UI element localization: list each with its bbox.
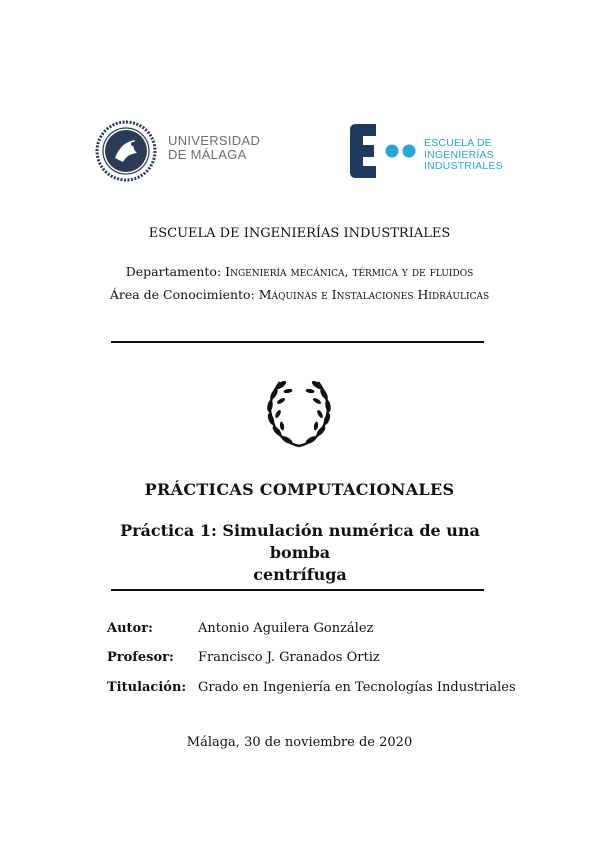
- university-line-2: DE MÁLAGA: [168, 147, 247, 162]
- author-value: Antonio Aguilera González: [198, 621, 374, 636]
- degree-label: Titulación:: [107, 680, 187, 695]
- department-value: Ingeniería mecánica, térmica y de fluidos: [225, 264, 474, 279]
- area-label: Área de Conocimiento:: [109, 287, 255, 302]
- area-value: Máquinas e Instalaciones Hidráulicas: [258, 287, 490, 302]
- school-wordmark: [424, 138, 503, 173]
- bottom-divider: [111, 589, 484, 591]
- document-title: PRÁCTICAS COMPUTACIONALES: [144, 480, 455, 499]
- top-divider: [111, 341, 484, 343]
- university-line-1: UNIVERSIDAD: [168, 133, 261, 148]
- professor-label: Profesor:: [107, 650, 174, 665]
- professor-value: Francisco J. Granados Ortiz: [198, 650, 380, 665]
- university-seal-icon: [95, 120, 157, 182]
- document-subtitle: [100, 520, 500, 586]
- degree-value: Grado en Ingeniería en Tecnologías Industriales: [198, 680, 516, 695]
- logos-row: [0, 114, 599, 184]
- department-block: [0, 260, 599, 306]
- school-logo-mark: [348, 122, 418, 180]
- laurel-wreath-icon: [258, 376, 340, 452]
- department-label: Departamento:: [125, 264, 222, 279]
- university-wordmark: [168, 134, 260, 162]
- department-line: [0, 260, 599, 283]
- author-label: Autor:: [107, 621, 153, 636]
- school-line-2: INGENIERÍAS: [424, 148, 494, 161]
- date-line: Málaga, 30 de noviembre de 2020: [186, 735, 413, 750]
- area-line: [0, 283, 599, 306]
- school-line-3: INDUSTRIALES: [424, 160, 503, 172]
- school-name: ESCUELA DE INGENIERÍAS INDUSTRIALES: [148, 226, 451, 241]
- subtitle-line-1: Práctica 1: Simulación numérica de una bomba: [120, 521, 480, 562]
- subtitle-line-2: centrífuga: [253, 565, 347, 584]
- school-line-1: ESCUELA DE: [424, 137, 492, 149]
